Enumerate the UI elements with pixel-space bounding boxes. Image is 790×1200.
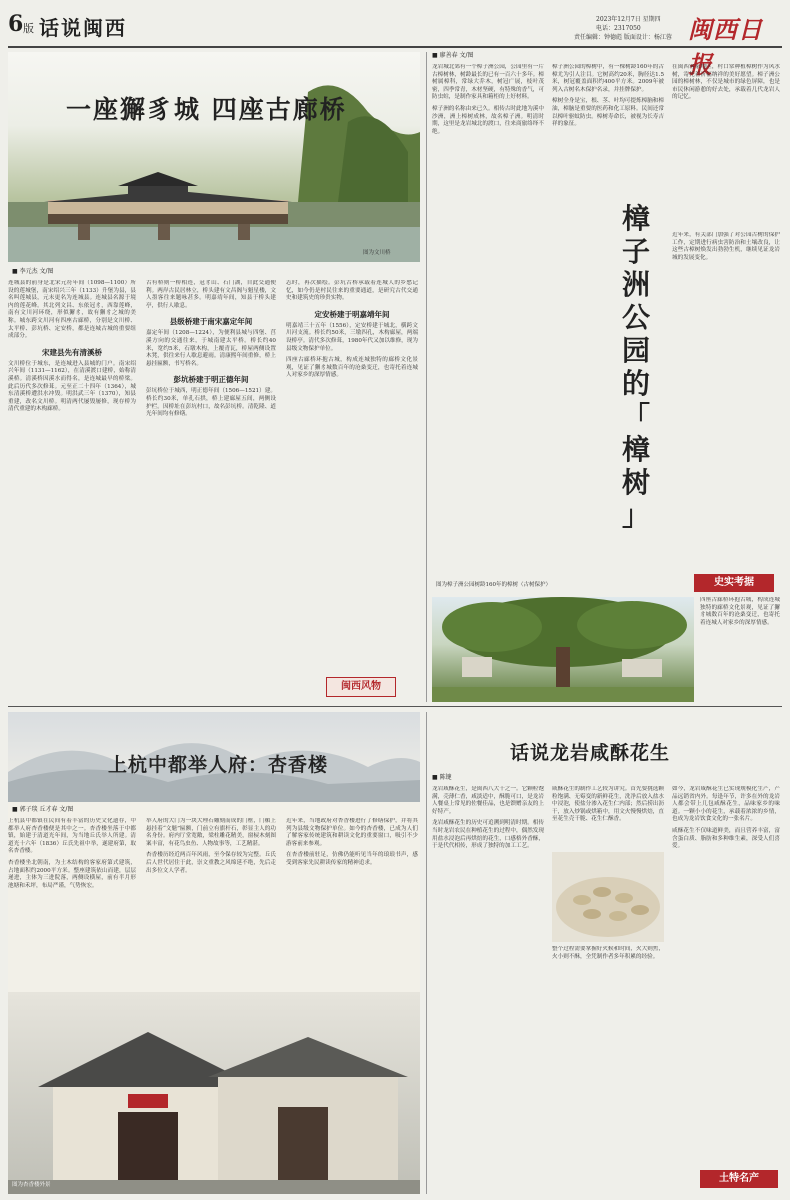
- body-text: 彭坑桥位于城西，明正德年间（1506—1521）建。桥长约30米，单孔石拱，桥上建廊屋五间，两侧设护栏。因桥址在彭坑村口，故名彭坑桥。清乾隆、道光年间均有修缮。: [146, 388, 276, 418]
- peanut-photo: [552, 852, 664, 942]
- byline: ■ 李元杰 文/图: [12, 268, 54, 275]
- issue-date: 2023年12月7日 星期四: [596, 16, 661, 23]
- body-text: 在杏香楼前驻足，仿佛仍能听见当年的琅琅书声，感受到客家先民耕读传家的精神追求。: [286, 852, 418, 866]
- body-text: 咸酥花生的制作工艺较为讲究。首先要挑选颗粒饱满、无霉变的新鲜花生，洗净后放入盐水中浸泡，使盐分渗入花生仁内部；然后捞出沥干，放入炒锅或烘箱中，用文火慢慢烘焙，直至花生壳干脆、花生仁酥香。: [552, 786, 664, 823]
- article-column: [432, 64, 544, 564]
- column-divider: [426, 712, 427, 1194]
- body-text: 嘉定年间（1208—1224），为便利县城与四堡、莒溪方向的交通往来，于城南建太平桥。桥长约40米，宽约5米，石墩木构，上覆青瓦，桥屋两侧设置木凳，供往来行人歇息避雨。清康熙年间重修，桥上悬挂匾额，书写桥名。: [146, 330, 276, 367]
- column-divider: [426, 52, 427, 702]
- article-column: [672, 64, 780, 224]
- paper-logo: 闽西日报: [688, 15, 763, 79]
- page-number: 6: [8, 11, 24, 37]
- article-column: [432, 786, 544, 1186]
- article-column: [146, 818, 276, 988]
- subhead: 定安桥建于明嘉靖年间: [314, 309, 390, 319]
- article-ancient-bridges: [8, 52, 420, 702]
- article-column: [8, 818, 136, 988]
- hakka-mansion-illustration: [8, 992, 420, 1194]
- park-photo: [432, 597, 694, 702]
- byline: ■ 陈键: [432, 774, 452, 781]
- body-text: 杏香楼坐北朝南，为土木结构的客家府第式建筑，占地面积约2000平方米。整座建筑依山而建，层层递进，主体为三进院落，两侧设横屋，前有半月形池塘和禾坪，布局严谨，气势恢宏。: [8, 859, 136, 889]
- body-text: 志时，再次描绘。彭坑古桥承载着连城人的乡愁记忆，如今仍是村民往来的重要通道，是研究古代交通史和建筑史的珍贵实物。: [286, 280, 418, 302]
- body-text: 文川桥位于城东，是连城进入县城的门户。南宋绍兴年间（1131—1162），在清溪渡口建桥，始称清溪桥。清溪桥因溪水而得名，是连城最早的桥梁。此后历代多次修葺。元至正二十四年（1364），城东清溪桥遭洪水冲毁。明洪武三年（1370），知县重建，改名文川桥。明清两代屡毁屡修，现存桥为清代重建的木构廊桥。: [8, 360, 136, 413]
- phone: 电话：2317050: [596, 25, 641, 32]
- article-column: [552, 786, 664, 850]
- body-text: 杏香楼历经近两百年风雨，至今保存较为完整。丘氏后人世代居住于此，崇文重教之风绵延不绝，先后走出多位文人学者。: [146, 852, 276, 874]
- body-text: 龙岩城北郊有一个樟子洲公园，公园里有一片古樟树林，树龄最长的已有一百六十多年。樟树属樟科，常绿大乔木，树冠广展，枝叶茂密，四季常青，木材坚硬，有特殊的香气，可防虫蛀，是制作家具和箱柜的上好材料。: [432, 64, 544, 101]
- covered-bridge-illustration: [8, 52, 420, 262]
- title-char: 园: [621, 334, 650, 367]
- column-tag: 土特名产: [700, 1170, 778, 1188]
- body-text: 举人府的大门为一块大理石雕刻而成的门框，门楣上悬挂着“文魁”匾额，门前立有旗杆石，彰显主人的功名身份。府内厅堂宽敞，梁柱雕花精美，窗棂木刻图案丰富，有花鸟虫鱼、人物故事等，工艺精湛。: [146, 818, 276, 847]
- byline: ■ 廖善春 文/图: [432, 52, 474, 59]
- article-column: [146, 280, 276, 698]
- article-title: 一座獬豸城 四座古廊桥: [66, 95, 347, 124]
- title-char: 樟: [621, 202, 650, 235]
- title-char: 」: [621, 499, 650, 532]
- body-text: 近年来，当地政府对杏香楼进行了修缮保护，并将其列为县级文物保护单位。如今的杏香楼，已成为人们了解客家传统建筑和耕读文化的重要窗口，吸引不少游客前来参观。: [286, 818, 418, 847]
- subhead: 彭坑桥建于明正德年间: [173, 375, 249, 385]
- article-column: [700, 597, 780, 702]
- article-camphor-tree: [432, 52, 782, 702]
- body-text: 明嘉靖三十五年（1556），定安桥建于城北，横跨文川河支流。桥长约50米，三墩四孔，木构廊屋，两端设桥亭。清代多次修葺，1980年代又加以维修，现为县级文物保护单位。: [286, 322, 418, 352]
- header-rule: [8, 46, 782, 48]
- peanut-pile-illustration: [552, 852, 664, 942]
- photo-caption: 图为樟子洲公园树龄160年的樟树（古树保护）: [436, 582, 551, 588]
- section-title: 话说闽西: [39, 16, 127, 40]
- body-text: 樟子洲的名称由来已久。相传古时此地为溪中沙洲，洲上樟树成林，故名樟子洲。明清时期，这里是龙岩城北的渡口，往来商旅络绎不绝。: [432, 105, 544, 135]
- article-column: [672, 232, 780, 612]
- body-text: 龙岩咸酥花生，是闽西八大干之一。它颗粒饱满，壳薄仁香，咸淡适中，酥脆可口，是龙岩人餐桌上常见的佐餐佳品，也是馈赠亲友的上好特产。: [432, 786, 544, 815]
- body-text: 咸酥花生不仅味道鲜美，而且营养丰富，富含蛋白质、脂肪和多种维生素，深受人们喜爱。: [672, 827, 780, 850]
- subhead: 宋建县先有清溪桥: [42, 347, 102, 357]
- title-char: 洲: [621, 268, 650, 301]
- subhead: 县级桥建于南宋嘉定年间: [169, 317, 253, 327]
- photo-caption: 图为文川桥: [363, 250, 391, 256]
- body-text: 连城县的前身是北宋元符年间（1098—1100）所设的莲城堡，南宋绍兴三年（1133）升堡为县，县名叫莲城县，元末更名为连城县。连城县名源于境内的莲花峰。其北列文昌、东依冠豸，西靠莲峰，南有文川河环绕，形似獬豸，故有獬豸之城的美称。城东跨文川河有四座古廊桥，分别是文川桥、太平桥、彭坑桥、定安桥，都是连城古城的重要组成部分。: [8, 280, 136, 340]
- body-text: 在闽西客家地区，村口常种植樟树作为风水树，寄托着祈福纳祥的美好愿望。樟子洲公园的樟树林，不仅是城市的绿色屏障，也是市民休闲游憩的好去处，承载着几代龙岩人的记忆。: [672, 64, 780, 101]
- article-xingxiang-tower: [8, 712, 420, 1194]
- body-text: 樟树全身是宝，根、茎、叶均可提炼樟脑和樟油，樟脑是重要的医药和化工原料。民间还常以樟叶驱蚊防虫。樟树寿命长，被视为长寿吉祥的象征。: [552, 98, 664, 128]
- photo-caption: 图为杏香楼外景: [12, 1182, 51, 1188]
- camphor-tree-illustration: [432, 597, 694, 702]
- body-text: 整个过程需要掌握好火候和时间，火大则焦，火小则不酥，全凭制作者多年积累的经验。: [552, 946, 664, 960]
- title-char: 公: [621, 301, 650, 334]
- article-title: 上杭中都举人府：杏香楼: [108, 754, 329, 776]
- editors: 责任编辑：钟德彪 版面设计：杨江蓉: [574, 34, 672, 41]
- title-banner: [8, 712, 420, 802]
- article-peanuts: [432, 712, 782, 1194]
- body-text: 古有桥则一桥相连，冠豸山、石门湖，自此交通便利。两岸古民居林立，桥头建有文昌阁与魁星楼，文人墨客往来题咏甚多。明嘉靖年间，知县于桥头建亭，供行人歇息。: [146, 280, 276, 309]
- body-text: 近年来，有关部门加强了对公园古树的保护工作，定期进行病虫害防治和土壤改良，让这些古樟树焕发出勃勃生机，继续见证龙岩城的发展变化。: [672, 232, 780, 261]
- bridge-photo: [8, 52, 420, 262]
- page-unit: 版: [23, 22, 34, 35]
- tower-photo: [8, 992, 420, 1194]
- article-column: [552, 946, 664, 1186]
- vertical-title: [616, 202, 656, 532]
- title-char: 的: [621, 367, 650, 400]
- body-text: 四座古廊桥环抱古城，构成连城独特的廊桥文化景观，见证了獬豸城数百年的沧桑变迁，也寄托着连城人对家乡的深厚情感。: [286, 357, 418, 379]
- article-column: [8, 280, 136, 698]
- byline: ■ 郭子琰 丘才春 文/图: [12, 806, 74, 813]
- article-title: 话说龙岩咸酥花生: [510, 742, 671, 764]
- title-char: 子: [621, 235, 650, 268]
- article-column: [286, 280, 418, 698]
- column-tag: 闽西风物: [326, 677, 396, 697]
- column-tag: 史实考据: [694, 574, 774, 592]
- title-char: 树: [621, 466, 650, 499]
- section-rule: [8, 706, 782, 707]
- article-column: [286, 818, 418, 988]
- body-text: 上杭县中都镇在民间有着丰富的历史文化遗存，中都举人府杏香楼便是其中之一。杏香楼坐落于中都镇，始建于清道光年间，为当地丘氏举人所建。清道光十六年（1836）丘氏先祖中举，遂建府第，取名杏香楼。: [8, 818, 136, 855]
- article-column: [672, 786, 780, 1166]
- body-text: 龙岩咸酥花生的历史可追溯到明清时期。相传当时龙岩农民在种植花生的过程中，偶然发现用盐水浸泡后再烘焙的花生，口感格外香酥，于是代代相传，形成了独特的加工工艺。: [432, 820, 544, 850]
- title-char: 「: [621, 400, 650, 433]
- body-text: 樟子洲公园的樟树中，有一棵树龄160年的古樟尤为引人注目。它树高约20米，胸径达1.5米，树冠覆盖面积约400平方米。2009年被列入古树名木保护名录，并挂牌保护。: [552, 64, 664, 93]
- title-char: 樟: [621, 433, 650, 466]
- body-text: 如今，龙岩咸酥花生已实现规模化生产，产品远销省内外。每逢年节，许多在外的龙岩人都会带上几包咸酥花生，品味家乡的味道。一颗小小的花生，承载着浓浓的乡情，也成为龙岩饮食文化的一张名片。: [672, 786, 780, 823]
- body-text: 四座古廊桥环抱古城，构成连城独特的廊桥文化景观，见证了獬豸城数百年的沧桑变迁，也寄托着连城人对家乡的深厚情感。: [700, 597, 780, 626]
